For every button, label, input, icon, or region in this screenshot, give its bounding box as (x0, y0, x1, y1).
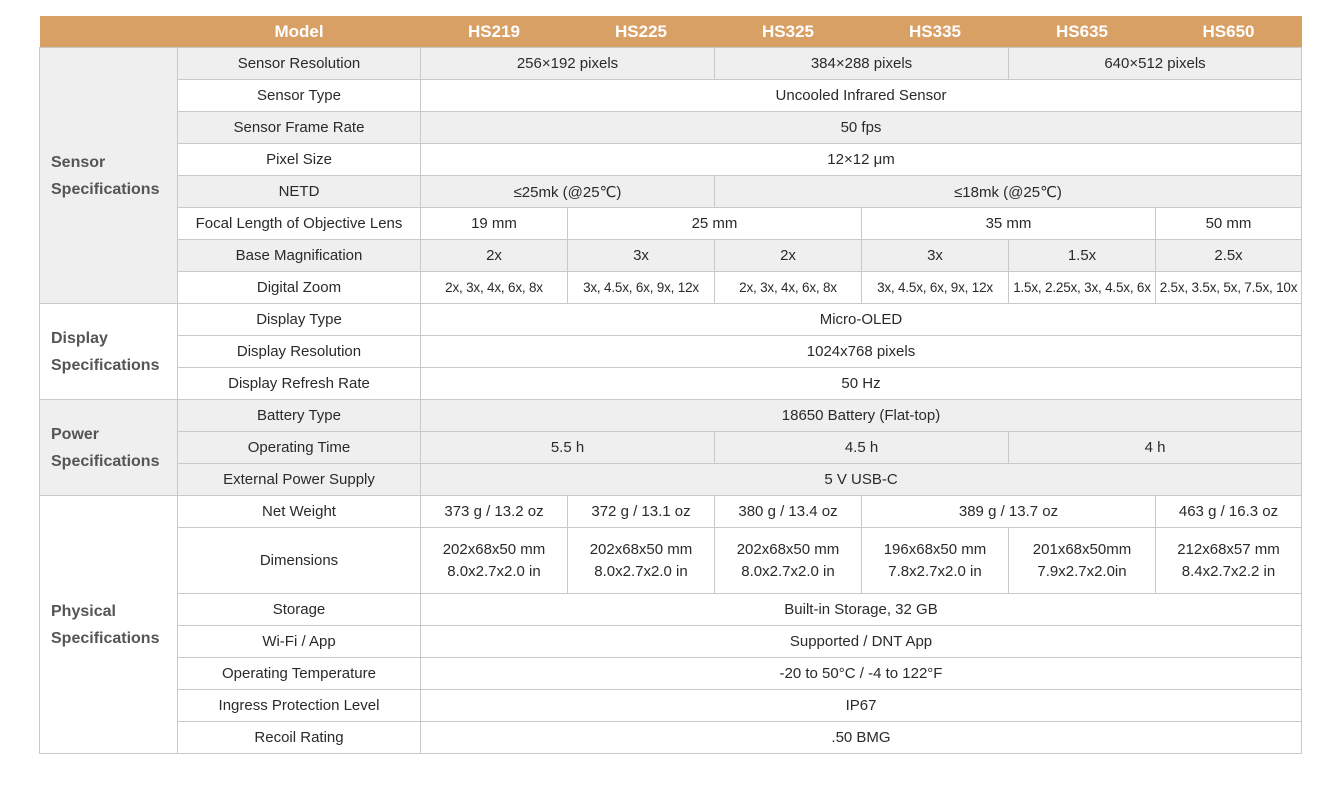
row-sensor-resolution (40, 48, 1302, 80)
row-focal-length (40, 208, 1302, 240)
dim-in: 8.4x2.7x2.2 in (1181, 562, 1276, 580)
row-label: Sensor Frame Rate (178, 112, 421, 144)
row-battery-type (40, 400, 1302, 432)
row-sensor-type (40, 80, 1302, 112)
cell: 50 fps (421, 112, 1302, 144)
spec-table (39, 16, 1302, 754)
cell: 1.5x (1009, 240, 1156, 272)
row-base-magnification (40, 240, 1302, 272)
dim-in: 8.0x2.7x2.0 in (594, 562, 688, 580)
cell: 256×192 pixels (421, 48, 715, 80)
dim-mm: 212x68x57 mm (1177, 540, 1280, 558)
row-label: Display Resolution (178, 336, 421, 368)
row-digital-zoom (40, 272, 1302, 304)
row-label: Operating Temperature (178, 658, 421, 690)
row-label: Digital Zoom (178, 272, 421, 304)
row-pixel-size (40, 144, 1302, 176)
row-label: Sensor Type (178, 80, 421, 112)
cell: 2x, 3x, 4x, 6x, 8x (715, 272, 862, 304)
model-header: Model (178, 16, 421, 48)
cell: 5.5 h (421, 432, 715, 464)
cell: 25 mm (568, 208, 862, 240)
row-label: NETD (178, 176, 421, 208)
row-label: Dimensions (178, 528, 421, 594)
dim-in: 8.0x2.7x2.0 in (447, 562, 541, 580)
category-sensor-line2: Specifications (51, 180, 160, 198)
category-sensor-line1: Sensor (51, 153, 106, 171)
model-hs650: HS650 (1156, 16, 1302, 48)
cell: 384×288 pixels (715, 48, 1009, 80)
model-hs325: HS325 (715, 16, 862, 48)
category-display (40, 304, 178, 400)
row-label: Operating Time (178, 432, 421, 464)
cell: 4.5 h (715, 432, 1009, 464)
cell: 389 g / 13.7 oz (862, 496, 1156, 528)
row-wifi-app (40, 626, 1302, 658)
cell: 2x (715, 240, 862, 272)
dim-mm: 202x68x50 mm (442, 540, 546, 558)
row-external-power (40, 464, 1302, 496)
cell: 373 g / 13.2 oz (421, 496, 568, 528)
row-storage (40, 594, 1302, 626)
row-label: External Power Supply (178, 464, 421, 496)
model-hs635: HS635 (1009, 16, 1156, 48)
model-hs219: HS219 (421, 16, 568, 48)
cell: 3x, 4.5x, 6x, 9x, 12x (568, 272, 715, 304)
cell (568, 528, 715, 594)
cell: 18650 Battery (Flat-top) (421, 400, 1302, 432)
cell: 2.5x, 3.5x, 5x, 7.5x, 10x (1156, 272, 1302, 304)
row-label: Wi-Fi / App (178, 626, 421, 658)
row-ingress-protection (40, 690, 1302, 722)
row-sensor-frame-rate (40, 112, 1302, 144)
model-hs335: HS335 (862, 16, 1009, 48)
category-display-line1: Display (51, 329, 108, 347)
row-display-resolution (40, 336, 1302, 368)
cell: 4 h (1009, 432, 1302, 464)
row-label: Recoil Rating (178, 722, 421, 754)
category-power-line2: Specifications (51, 452, 160, 470)
cell: 50 mm (1156, 208, 1302, 240)
category-physical (40, 496, 178, 754)
category-power-line1: Power (51, 425, 100, 443)
cell: 2x, 3x, 4x, 6x, 8x (421, 272, 568, 304)
dim-mm: 201x68x50mm (1032, 540, 1132, 558)
cell: -20 to 50°C / -4 to 122°F (421, 658, 1302, 690)
dim-mm: 202x68x50 mm (736, 540, 840, 558)
dim-mm: 202x68x50 mm (589, 540, 693, 558)
category-physical-line1: Physical (51, 602, 116, 620)
category-display-line2: Specifications (51, 356, 160, 374)
cell: Supported / DNT App (421, 626, 1302, 658)
cell: Micro-OLED (421, 304, 1302, 336)
cell (1009, 528, 1156, 594)
header-row (40, 16, 1302, 48)
cell: 5 V USB-C (421, 464, 1302, 496)
cell: Uncooled Infrared Sensor (421, 80, 1302, 112)
cell: 12×12 μm (421, 144, 1302, 176)
row-recoil-rating (40, 722, 1302, 754)
spec-table-container (39, 16, 1301, 754)
row-label: Ingress Protection Level (178, 690, 421, 722)
cell (862, 528, 1009, 594)
cell: 19 mm (421, 208, 568, 240)
row-label: Storage (178, 594, 421, 626)
cell: 50 Hz (421, 368, 1302, 400)
cell: 3x, 4.5x, 6x, 9x, 12x (862, 272, 1009, 304)
cell: ≤18mk (@25℃) (715, 176, 1302, 208)
row-net-weight (40, 496, 1302, 528)
row-label: Focal Length of Objective Lens (178, 208, 421, 240)
category-sensor (40, 48, 178, 304)
cell: 1024x768 pixels (421, 336, 1302, 368)
dim-in: 7.8x2.7x2.0 in (888, 562, 982, 580)
cell: 372 g / 13.1 oz (568, 496, 715, 528)
cell: 2.5x (1156, 240, 1302, 272)
row-label: Base Magnification (178, 240, 421, 272)
row-label: Net Weight (178, 496, 421, 528)
cell: 35 mm (862, 208, 1156, 240)
row-netd (40, 176, 1302, 208)
cell: 3x (862, 240, 1009, 272)
cell (715, 528, 862, 594)
row-dimensions (40, 528, 1302, 594)
dim-mm: 196x68x50 mm (883, 540, 987, 558)
dim-in: 8.0x2.7x2.0 in (741, 562, 835, 580)
cell: ≤25mk (@25℃) (421, 176, 715, 208)
row-display-type (40, 304, 1302, 336)
row-operating-time (40, 432, 1302, 464)
cell: .50 BMG (421, 722, 1302, 754)
dim-in: 7.9x2.7x2.0in (1037, 562, 1127, 580)
model-hs225: HS225 (568, 16, 715, 48)
row-label: Display Type (178, 304, 421, 336)
row-label: Display Refresh Rate (178, 368, 421, 400)
row-operating-temperature (40, 658, 1302, 690)
cell: 3x (568, 240, 715, 272)
cell (1156, 528, 1302, 594)
cell: 463 g / 16.3 oz (1156, 496, 1302, 528)
cell (421, 528, 568, 594)
row-label: Battery Type (178, 400, 421, 432)
cell: Built-in Storage, 32 GB (421, 594, 1302, 626)
row-display-refresh-rate (40, 368, 1302, 400)
cell: 640×512 pixels (1009, 48, 1302, 80)
row-label: Pixel Size (178, 144, 421, 176)
cell: 1.5x, 2.25x, 3x, 4.5x, 6x (1009, 272, 1156, 304)
row-label: Sensor Resolution (178, 48, 421, 80)
cell: 2x (421, 240, 568, 272)
header-blank (40, 16, 178, 48)
cell: 380 g / 13.4 oz (715, 496, 862, 528)
cell: IP67 (421, 690, 1302, 722)
category-power (40, 400, 178, 496)
category-physical-line2: Specifications (51, 629, 160, 647)
